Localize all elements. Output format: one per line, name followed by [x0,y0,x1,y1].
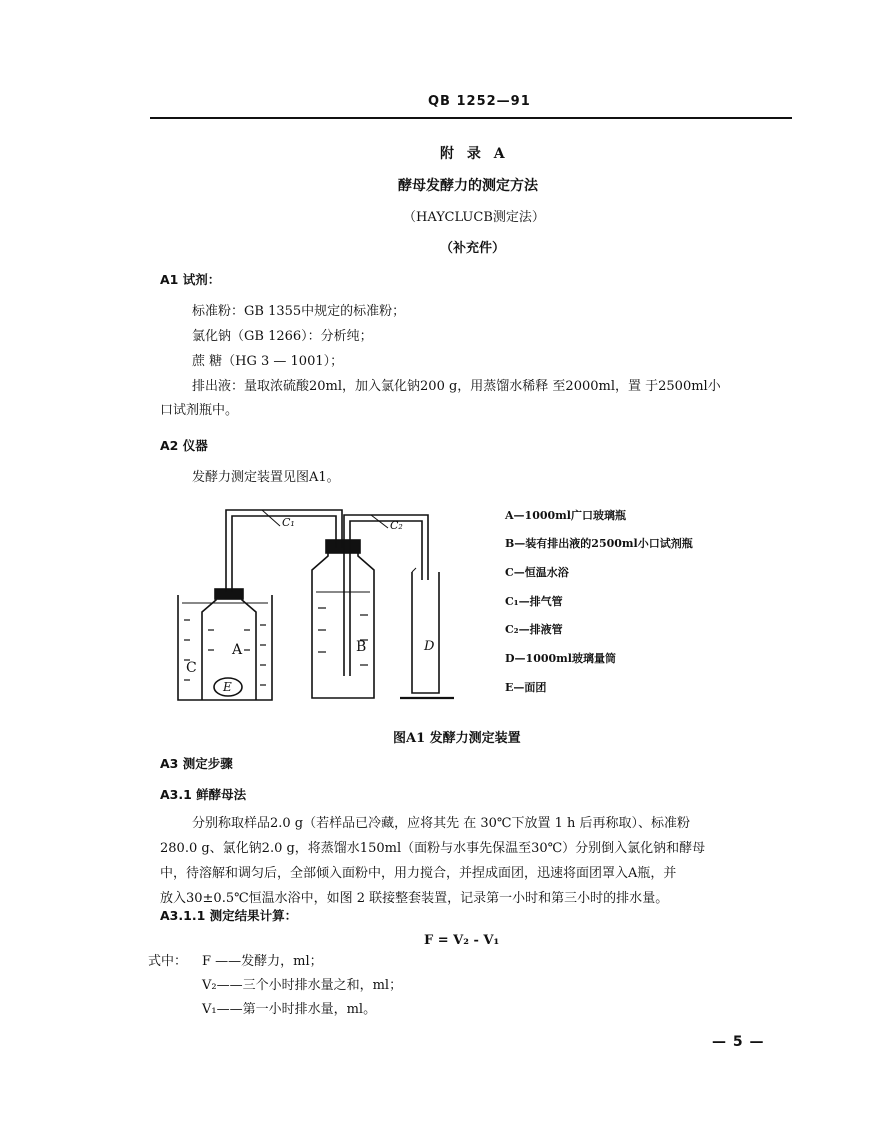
reagent-sucrose: 蔗 糖（HG 3 — 1001）； [192,354,344,369]
procedure-line-3: 中，待溶解和调匀后，全部倾入面粉中，用力搅合，并捏成面团，迅速将面团罩入A瓶，并 [160,866,677,881]
section-a3-1-heading: A3.1 鲜酵母法 [160,787,247,802]
reagent-nacl: 氯化钠（GB 1266）：分析纯； [192,329,373,344]
method-name: （HAYCLUCB测定法） [403,210,545,225]
legend-item-e: E—面团 [505,681,547,694]
legend-item-c2: C₂—排液管 [505,623,563,636]
diagram-label-c: C [186,660,197,676]
procedure-line-4: 放入30±0.5℃恒温水浴中，如图 2 联接整套装置，记录第一小时和第三小时的排水量。 [160,891,669,906]
appendix-label: 附 录 A [440,146,509,162]
legend-item-b: B—装有排出液的2500ml小口试剂瓶 [505,537,693,550]
procedure-line-1: 分别称取样品2.0 g（若样品已冷藏，应将其先 在 30℃下放置 1 h 后再称取）、标准粉 [192,816,691,831]
section-a3-1-1-heading: A3.1.1 测定结果计算： [160,908,298,923]
appendix-nature: （补充件） [440,241,506,256]
where-item-f: F ——发酵力，ml； [202,954,323,969]
diagram-label-e: E [223,680,232,694]
diagram-label-c2: C₂ [390,519,403,532]
apparatus-diagram [168,500,468,710]
reagent-discharge-liquid: 排出液：量取浓硫酸20ml，加入氯化钠200 g，用蒸馏水稀释 至2000ml，置 于2500ml小 [192,379,721,394]
figure-caption: 图A1 发酵力测定装置 [393,731,521,746]
section-a3-heading: A3 测定步骤 [160,756,233,771]
page-number: — 5 — [712,1034,765,1050]
formula: F = V₂ - V₁ [424,933,500,948]
reagent-standard-flour: 标准粉：GB 1355中规定的标准粉； [192,304,406,319]
diagram-label-b: B [356,639,367,655]
diagram-label-c1: C₁ [282,516,295,529]
section-a2-text: 发酵力测定装置见图A1。 [192,470,340,485]
legend-item-c1: C₁—排气管 [505,595,563,608]
where-item-v2: V₂——三个小时排水量之和，ml； [202,978,403,993]
section-a1-heading: A1 试剂： [160,272,221,287]
where-item-v1: V₁——第一小时排水量，ml。 [202,1002,377,1017]
legend-item-d: D—1000ml玻璃量筒 [505,652,616,665]
reagent-discharge-liquid-cont: 口试剂瓶中。 [160,403,239,418]
legend-item-c: C—恒温水浴 [505,566,569,579]
diagram-label-a: A [232,642,243,658]
diagram-label-d: D [424,639,435,654]
header-rule [150,117,792,119]
where-label: 式中： [148,954,188,969]
procedure-line-2: 280.0 g、氯化钠2.0 g，将蒸馏水150ml（面粉与水事先保温至30℃）分别倒入氯化钠和酵母 [160,841,706,856]
appendix-title: 酵母发酵力的测定方法 [398,178,538,194]
standard-number: QB 1252—91 [428,94,531,109]
legend-item-a: A—1000ml广口玻璃瓶 [505,509,626,522]
section-a2-heading: A2 仪器 [160,438,208,453]
